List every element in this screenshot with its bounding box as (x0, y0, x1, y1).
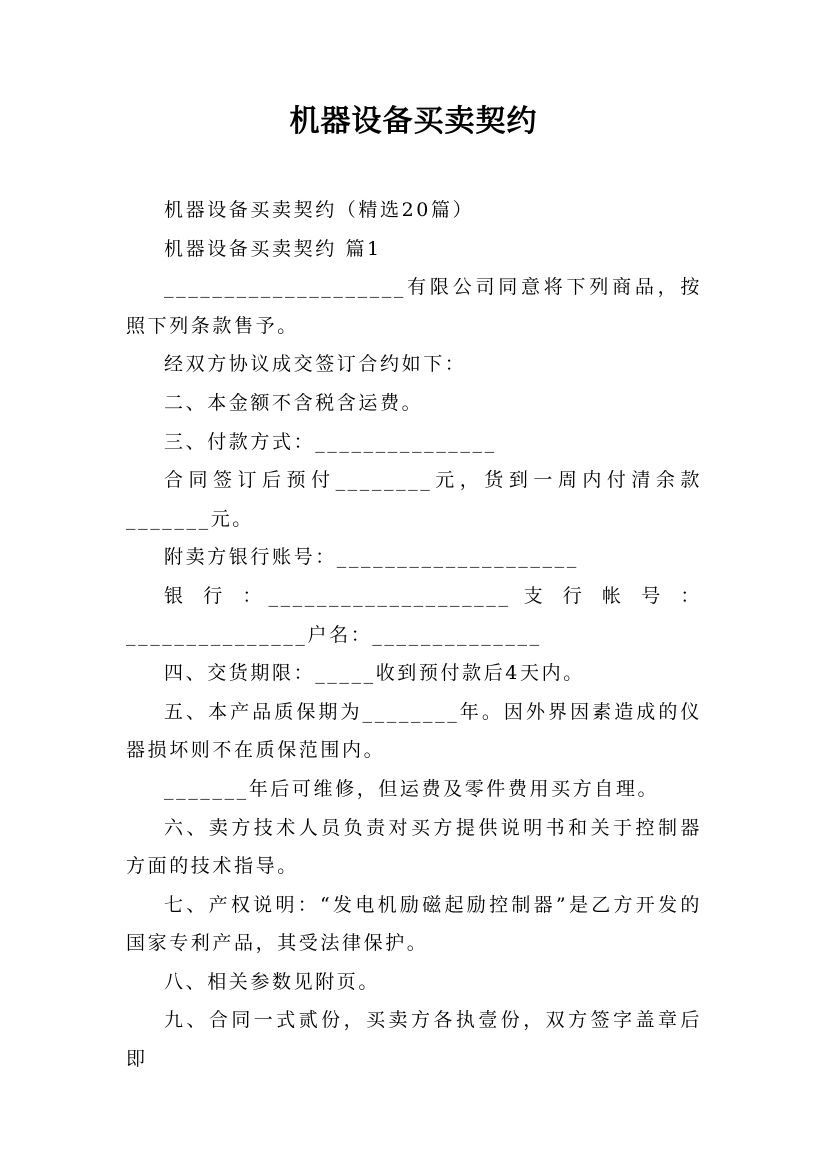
paragraph-repair-terms: _______年后可维修，但运费及零件费用买方自理。 (164, 777, 660, 800)
paragraph-subtitle: 机器设备买卖契约（精选20篇） (164, 199, 475, 221)
paragraph-clause-6: 六、卖方技术人员负责对买方提供说明书和关于控制器方面的技术指导。 (126, 816, 702, 878)
paragraph-clause-4: 四、交货期限：_____收到预付款后4天内。 (164, 662, 585, 685)
paragraph-bank-details: 银 行 ：____________________ 支 行 帐 号 ：_______________户名：______________ (126, 584, 702, 646)
paragraph-clause-8: 八、相关参数见附页。 (164, 970, 381, 993)
paragraph-payment-terms: 合同签订后预付________元，货到一周内付清余款_______元。 (126, 469, 702, 530)
paragraph-clause-5: 五、本产品质保期为________年。因外界因素造成的仪器损坏则不在质保范围内。 (126, 700, 702, 762)
paragraph-clause-3: 三、付款方式：_______________ (164, 430, 497, 453)
document-title: 机器设备买卖契约 (289, 104, 538, 139)
paragraph-bank-account: 附卖方银行账号：____________________ (164, 546, 579, 569)
paragraph-clause-2: 二、本金额不含税含运费。 (164, 391, 424, 414)
paragraph-company-agreement: ____________________有限公司同意将下列商品，按照下列条款售予。 (126, 276, 702, 337)
paragraph-clause-9: 九、合同一式贰份，买卖方各执壹份，双方签字盖章后即 (126, 1009, 702, 1071)
document-body (126, 191, 702, 1079)
paragraph-clause-7: 七、产权说明：“发电机励磁起励控制器”是乙方开发的国家专利产品，其受法律保护。 (126, 893, 702, 955)
paragraph-contract-intro: 经双方协议成交签订合约如下： (164, 353, 467, 376)
paragraph-section-heading: 机器设备买卖契约 篇1 (164, 237, 382, 260)
